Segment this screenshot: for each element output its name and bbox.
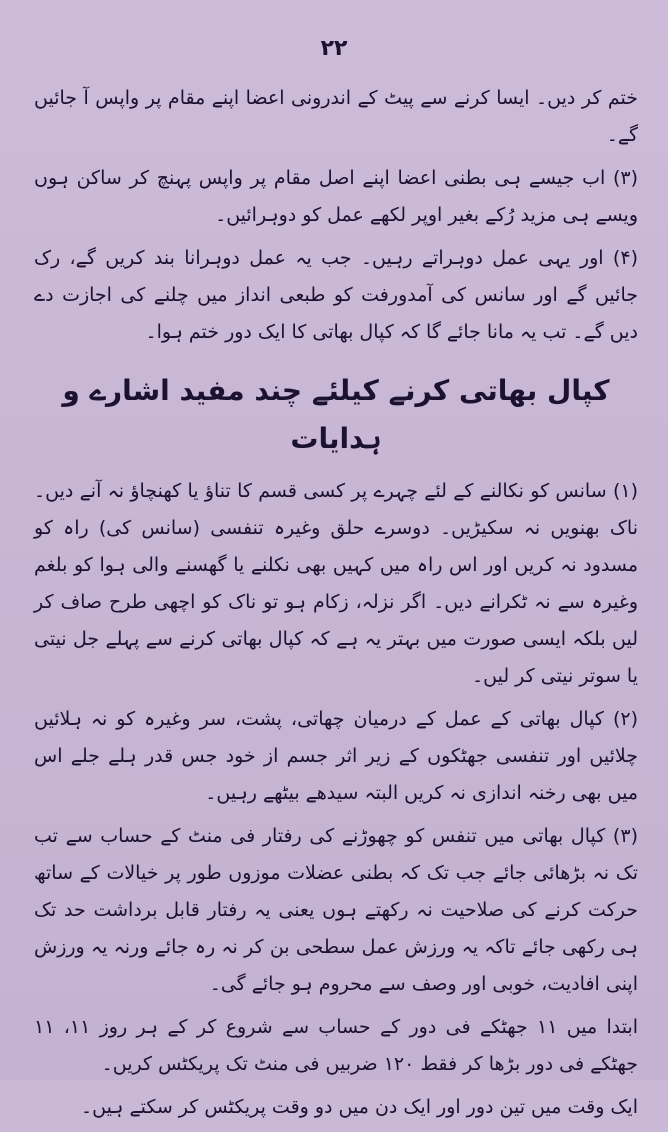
- instruction-point-1: (۱) سانس کو نکالنے کے لئے چہرے پر کسی قسم کا تناؤ یا کھنچاؤ نہ آنے دیں۔ ناک بھنویں نہ سکیڑیں۔ دوسرے حلق وغیرہ تنفسی (سانس کی) راہ کو مسدود نہ کریں اور اس راہ میں کہیں بھی نکلنے یا گھسنے والی ہوا کو بلغم وغیرہ سے نہ ٹکرانے دیں۔ اگر نزلہ، زکام ہو تو ناک کو اچھی طرح صاف کر لیں بلکہ ایسی صورت میں بہتر یہ ہے کہ کپال بھاتی کرنے سے پہلے جل نیتی یا سوتر نیتی کر لیں۔: [34, 480, 638, 687]
- page-body: [34, 80, 638, 1132]
- intro-paragraph-3: (۴) اور یہی عمل دوہراتے رہیں۔ جب یہ عمل دوہرانا بند کریں گے، رک جائیں گے اور سانس کی آمدورفت کو طبعی انداز میں چلنے کی اجازت دے دیں گے۔ تب یہ مانا جائے گا کہ کپال بھاتی کا ایک دور ختم ہوا۔: [34, 247, 638, 343]
- instruction-point-2: (۲) کپال بھاتی کے عمل کے درمیان چھاتی، پشت، سر وغیرہ کو نہ ہلائیں چلائیں اور تنفسی جھٹکوں کے زیر اثر جسم از خود جس قدر ہلے جلے اس میں بھی رخنہ اندازی نہ کریں البتہ سیدھے بیٹھے رہیں۔: [34, 708, 638, 804]
- page-number: ۲۲: [320, 36, 348, 61]
- instruction-paragraph-5: ایک وقت میں تین دور اور ایک دن میں دو وقت پریکٹس کر سکتے ہیں۔: [80, 1096, 638, 1118]
- intro-paragraph-1: ختم کر دیں۔ ایسا کرنے سے پیٹ کے اندرونی اعضا اپنے مقام پر واپس آ جائیں گے۔: [34, 87, 638, 146]
- intro-paragraph-2: (۳) اب جیسے ہی بطنی اعضا اپنے اصل مقام پر واپس پہنچ کر ساکن ہوں ویسے ہی مزید رُکے بغیر اوپر لکھے عمل کو دوہرائیں۔: [34, 167, 638, 226]
- section-heading: کپال بھاتی کرنے کیلئے چند مفید اشارے و ہدایات: [62, 374, 610, 455]
- instruction-point-3: (۳) کپال بھاتی میں تنفس کو چھوڑنے کی رفتار فی منٹ کے حساب سے تب تک نہ بڑھائی جائے جب تک کہ بطنی عضلات موزوں طور پر خیالات کے ساتھ حرکت کرنے کی صلاحیت نہ رکھتے ہوں یعنی یہ رفتار قابل برداشت حد تک ہی رکھی جائے تاکہ یہ ورزش عمل سطحی بن کر نہ رہ جائے ورنہ یہ ورزش اپنی افادیت، خوبی اور وصف سے محروم ہو جائے گی۔: [34, 825, 638, 995]
- instruction-paragraph-4: ابتدا میں ۱۱ جھٹکے فی دور کے حساب سے شروع کر کے ہر روز ۱۱، ۱۱ جھٹکے فی دور بڑھا کر فقط ۱۲۰ ضربیں فی منٹ تک پریکٹس کریں۔: [34, 1016, 639, 1075]
